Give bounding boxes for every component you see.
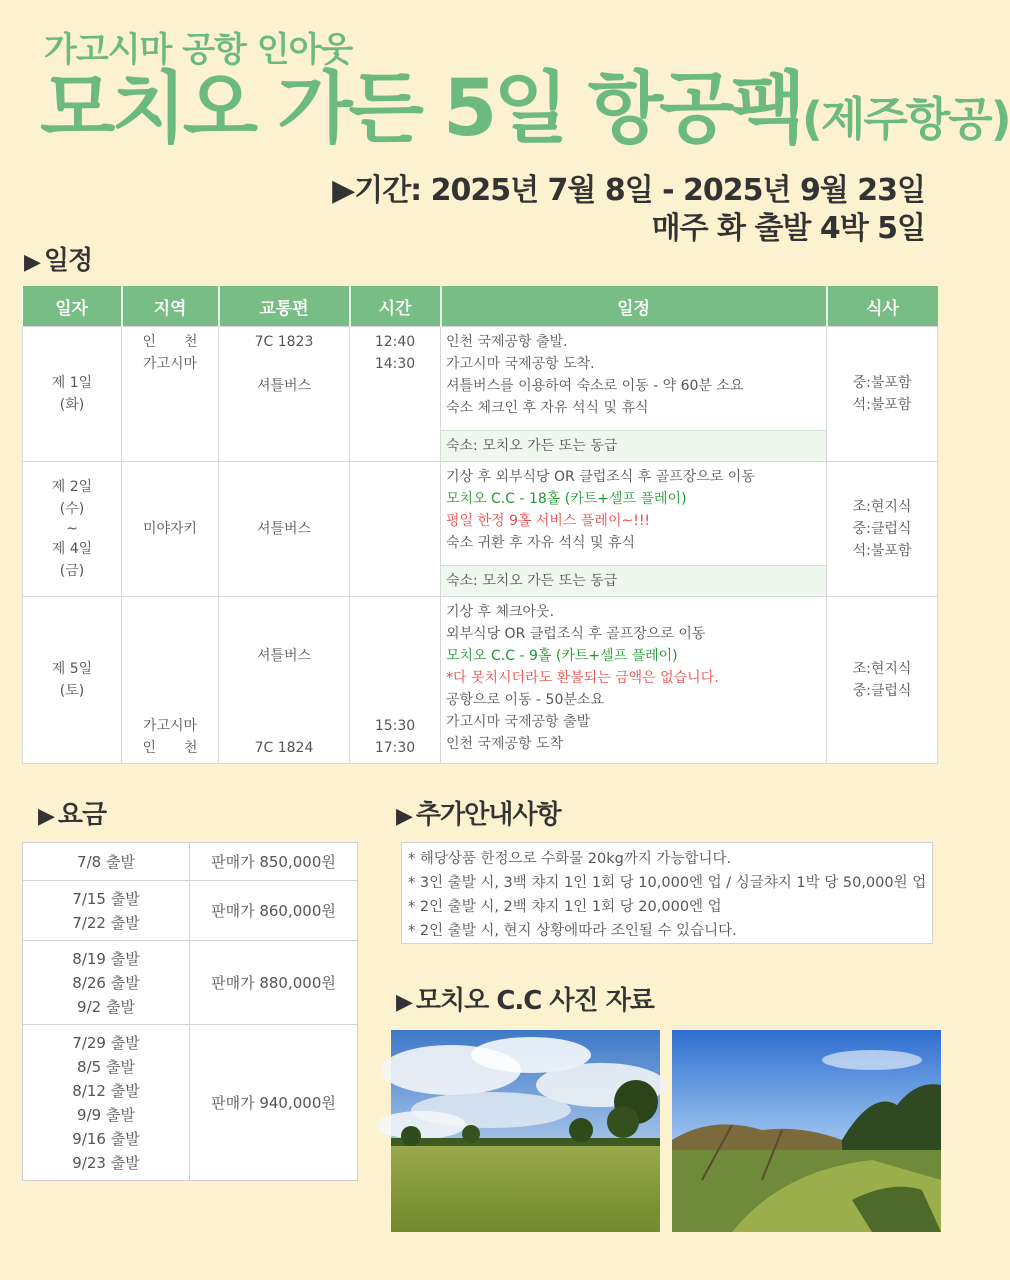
price-row [23,843,358,881]
notes-box [401,842,933,944]
departure-date: 9/16 출발 [72,1129,140,1148]
departure-date: 7/22 출발 [72,913,140,932]
weekday-label: (화) [59,397,85,413]
range-tilde: ~ [66,521,78,537]
photos-heading-text: 모치오 C.C 사진 자료 [415,986,654,1016]
day-label: 제 1일 [51,375,93,391]
itinerary-cell [441,327,827,462]
day-label: 제 4일 [51,541,93,557]
day-label: 제 2일 [51,479,93,495]
region-label: 미야자키 [142,521,198,537]
triangle-icon: ▶ [396,804,412,829]
time-cell [350,462,441,597]
departure-dates [23,843,190,881]
refund-warning: *다 못치시더라도 환불되는 금액은 없습니다. [446,670,719,686]
region-label: 가고시마 [142,718,198,734]
departure-date: 8/12 출발 [72,1081,140,1100]
time-label: 15:30 [374,718,416,734]
flight-number: 7C 1824 [254,740,314,756]
day-cell [23,327,122,462]
col-header-itinerary: 일정 [441,286,827,327]
region-cell [122,462,219,597]
itinerary-item: 인천 국제공항 출발. [446,334,568,350]
departure-date: 9/9 출발 [77,1105,135,1124]
title-suffix: (제주항공) [801,92,1010,146]
price-value: 판매가 880,000원 [190,941,358,1025]
itinerary-item: 숙소 체크인 후 자유 석식 및 휴식 [446,400,649,416]
subtitle: 가고시마 공항 인아웃 [44,30,353,70]
page-title [40,64,1010,154]
col-header-meals: 식사 [827,286,938,327]
schedule-heading [24,240,92,277]
day-cell [23,597,122,764]
flight-number: 7C 1823 [254,334,314,350]
day-cell [23,462,122,597]
meals-cell [827,597,938,764]
shuttle-label: 셔틀버스 [256,648,312,664]
shuttle-label: 셔틀버스 [256,521,312,537]
meal-label: 석:불포함 [852,543,912,559]
itinerary-item: 가고시마 국제공항 출발 [446,714,591,730]
meal-label: 중:불포함 [852,375,912,391]
schedule-table [22,286,938,764]
departure-date: 7/15 출발 [72,889,140,908]
title-main: 모치오 가든 5일 항공팩 [40,64,802,154]
departure-date: 8/19 출발 [72,949,140,968]
promotion-highlight: 평일 한정 9홀 서비스 플레이~!!! [446,513,651,529]
weekday-label: (금) [59,563,85,579]
golf-course-highlight: 모치오 C.C - 18홀 (카트+셀프 플레이) [446,491,687,507]
photos-heading [396,980,654,1017]
departure-date: 7/8 출발 [77,852,135,871]
departure-date: 8/5 출발 [77,1057,135,1076]
price-row [23,881,358,941]
meal-label: 석:불포함 [852,397,912,413]
itinerary-cell [441,597,827,764]
departure-date: 9/23 출발 [72,1153,140,1172]
col-header-transport: 교통편 [219,286,350,327]
golf-course-photo [672,1030,941,1232]
golf-course-highlight: 모치오 C.C - 9홀 (카트+셀프 플레이) [446,648,678,664]
day-label: 제 5일 [51,661,93,677]
price-heading-text: 요금 [57,800,107,830]
departure-date: 8/26 출발 [72,973,140,992]
triangle-icon: ▶ [38,804,54,829]
departure-dates [23,1025,190,1181]
price-heading [38,794,106,831]
itinerary-item: 인천 국제공항 도착 [446,736,564,752]
shuttle-label: 셔틀버스 [256,378,312,394]
note-item: * 2인 출발 시, 2백 챠지 1인 1회 당 20,000엔 업 [408,899,722,915]
meal-label: 조:현지식 [852,499,912,515]
time-label: 14:30 [374,356,416,372]
meals-cell [827,327,938,462]
price-value: 판매가 850,000원 [190,843,358,881]
time-label: 12:40 [374,334,416,350]
table-row [23,327,938,462]
price-value: 판매가 860,000원 [190,881,358,941]
triangle-icon: ▶ [396,990,412,1015]
price-row [23,941,358,1025]
note-item: * 해당상품 한정으로 수화물 20kg까지 가능합니다. [408,851,732,867]
price-row [23,1025,358,1181]
schedule-header-row [23,286,938,327]
transport-spacer [219,353,349,375]
triangle-icon: ▶ [24,250,40,275]
table-row [23,597,938,764]
itinerary-item: 공항으로 이동 - 50분소요 [446,692,604,708]
time-cell [350,597,441,764]
weekday-label: (토) [59,683,85,699]
meal-label: 조:현지식 [852,661,912,677]
region-cell [122,327,219,462]
transport-cell [219,597,350,764]
weekday-label: (수) [59,501,85,517]
departure-date: 7/29 출발 [72,1033,140,1052]
itinerary-item: 가고시마 국제공항 도착. [446,356,595,372]
schedule-heading-text: 일정 [43,246,93,276]
itinerary-item: 외부식당 OR 클럽조식 후 골프장으로 이동 [446,626,706,642]
time-cell [350,327,441,462]
region-cell [122,597,219,764]
price-table [22,842,358,1181]
itinerary-item: 숙소 귀환 후 자유 석식 및 휴식 [446,535,635,551]
time-label: 17:30 [374,740,416,756]
region-label: 가고시마 [142,356,198,372]
period-departure: 매주 화 출발 4박 5일 [651,211,925,246]
departure-date: 9/2 출발 [77,997,135,1016]
region-label: 인 천 [142,740,198,756]
meal-label: 중:클럽식 [852,683,912,699]
notes-heading-text: 추가안내사항 [415,800,561,830]
itinerary-item: 기상 후 체크아웃. [446,604,555,620]
meal-label: 중:클럽식 [852,521,912,537]
price-value: 판매가 940,000원 [190,1025,358,1181]
note-item: * 3인 출발 시, 3백 챠지 1인 1회 당 10,000엔 업 / 싱글챠지 1박 당 50,000원 업 [408,875,927,891]
notes-heading [396,794,561,831]
note-item: * 2인 출발 시, 현지 상황에따라 조인될 수 있습니다. [408,923,737,939]
itinerary-item: 셔틀버스를 이용하여 숙소로 이동 - 약 60분 소요 [446,378,744,394]
departure-dates [23,881,190,941]
departure-dates [23,941,190,1025]
period-info [332,172,925,248]
region-label: 인 천 [142,334,198,350]
col-header-time: 시간 [350,286,441,327]
itinerary-cell [441,462,827,597]
itinerary-item: 기상 후 외부식당 OR 클럽조식 후 골프장으로 이동 [446,469,755,485]
period-dates: ▶기간: 2025년 7월 8일 - 2025년 9월 23일 [332,173,925,208]
col-header-region: 지역 [122,286,219,327]
col-header-day: 일자 [23,286,122,327]
accommodation-note: 숙소: 모치오 가든 또는 동급 [441,430,826,461]
transport-cell [219,327,350,462]
table-row [23,462,938,597]
accommodation-note: 숙소: 모치오 가든 또는 동급 [441,565,826,596]
golf-course-photo [391,1030,660,1232]
transport-cell [219,462,350,597]
meals-cell [827,462,938,597]
